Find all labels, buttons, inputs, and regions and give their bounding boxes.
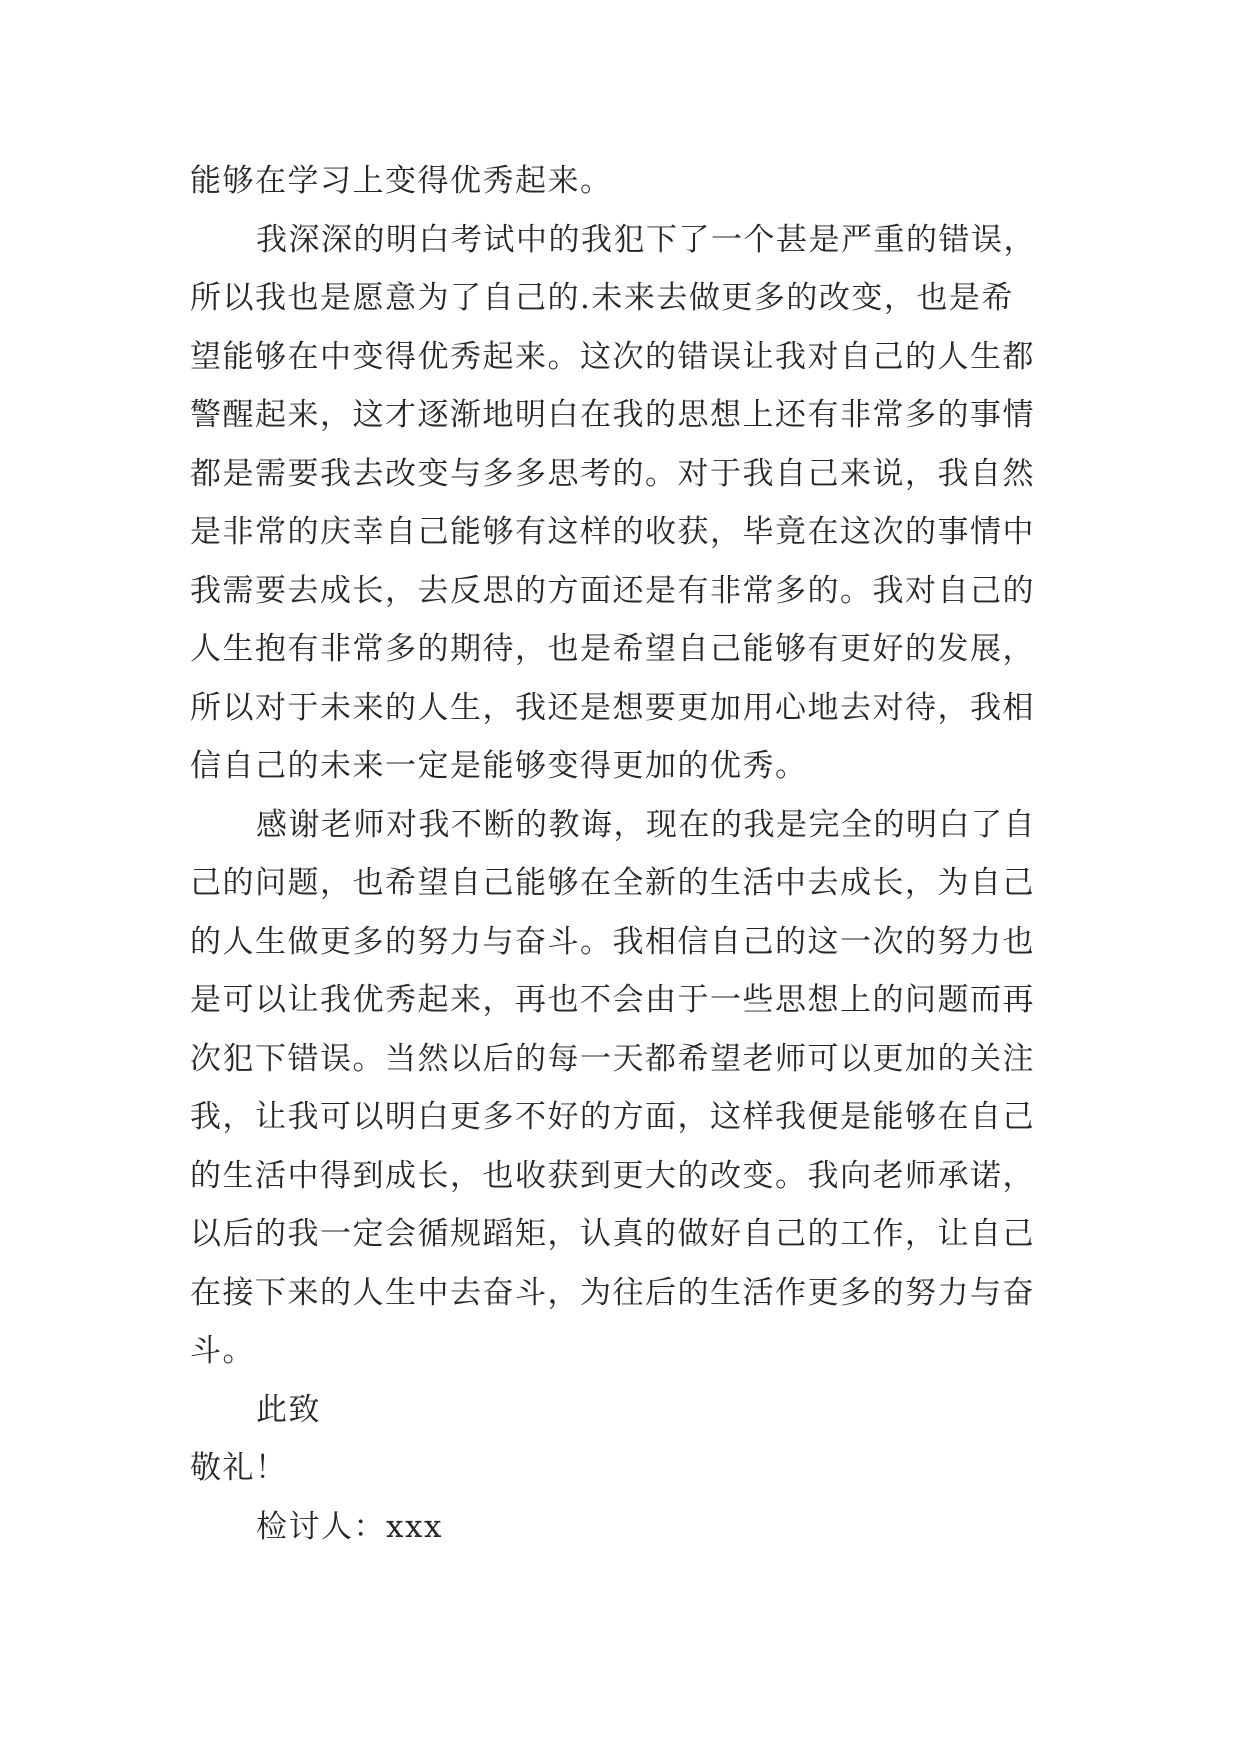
text-line-16: 次犯下错误。当然以后的每一天都希望老师可以更加的关注 xyxy=(190,1040,1035,1077)
text-line-5: 警醒起来，这才逐渐地明白在我的思想上还有非常多的事情 xyxy=(190,397,1035,433)
text-line-10: 所以对于未来的人生，我还是想要更加用心地去对待，我相 xyxy=(190,689,1035,726)
text-line-21: 斗。 xyxy=(190,1333,255,1369)
closing-regards: 敬礼！ xyxy=(190,1450,288,1486)
text-line-7: 是非常的庆幸自己能够有这样的收获，毕竟在这次的事情中 xyxy=(190,514,1035,550)
text-line-11: 信自己的未来一定是能够变得更加的优秀。 xyxy=(190,748,808,784)
text-line-14: 的人生做更多的努力与奋斗。我相信自己的这一次的努力也 xyxy=(190,923,1035,960)
text-line-9: 人生抱有非常多的期待，也是希望自己能够有更好的发展， xyxy=(190,631,1035,667)
text-line-2: 我深深的明白考试中的我犯下了一个甚是严重的错误， xyxy=(256,221,1036,258)
text-line-13: 己的问题，也希望自己能够在全新的生活中去成长，为自己 xyxy=(190,865,1035,901)
signature-line: 检讨人：xxx xyxy=(256,1508,443,1545)
document-body xyxy=(190,152,1070,1556)
closing-salutation: 此致 xyxy=(256,1391,321,1428)
text-line-4: 望能够在中变得优秀起来。这次的错误让我对自己的人生都 xyxy=(190,338,1035,375)
text-line-19: 以后的我一定会循规蹈矩，认真的做好自己的工作，让自己 xyxy=(190,1216,1035,1252)
text-line-18: 的生活中得到成长，也收获到更大的改变。我向老师承诺， xyxy=(190,1157,1035,1194)
text-line-12: 感谢老师对我不断的教诲，现在的我是完全的明白了自 xyxy=(256,806,1036,843)
text-line-17: 我，让我可以明白更多不好的方面，这样我便是能够在自己 xyxy=(190,1099,1035,1135)
text-line-15: 是可以让我优秀起来，再也不会由于一些思想上的问题而再 xyxy=(190,982,1035,1018)
text-line-8: 我需要去成长，去反思的方面还是有非常多的。我对自己的 xyxy=(190,572,1035,609)
text-line-1: 能够在学习上变得优秀起来。 xyxy=(190,163,613,199)
text-line-6: 都是需要我去改变与多多思考的。对于我自己来说，我自然 xyxy=(190,455,1035,492)
text-line-3: 所以我也是愿意为了自己的.未来去做更多的改变，也是希 xyxy=(190,280,1014,316)
text-line-20: 在接下来的人生中去奋斗，为往后的生活作更多的努力与奋 xyxy=(190,1274,1035,1311)
